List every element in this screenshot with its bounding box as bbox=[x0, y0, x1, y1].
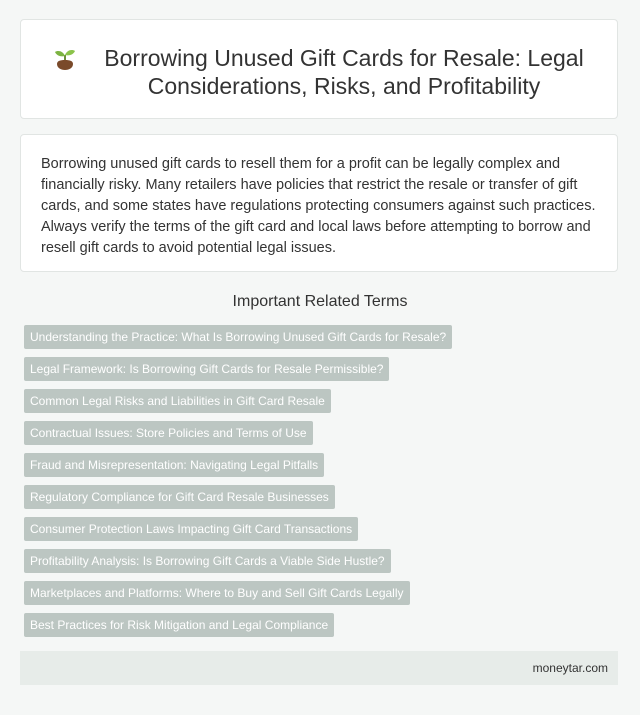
related-term-tag[interactable]: Marketplaces and Platforms: Where to Buy and Sell Gift Cards Legally bbox=[24, 581, 410, 605]
related-term-tag[interactable]: Fraud and Misrepresentation: Navigating Legal Pitfalls bbox=[24, 453, 324, 477]
related-term-tag[interactable]: Regulatory Compliance for Gift Card Resale Businesses bbox=[24, 485, 335, 509]
related-term-tag[interactable]: Common Legal Risks and Liabilities in Gift Card Resale bbox=[24, 389, 331, 413]
related-term-tag[interactable]: Contractual Issues: Store Policies and Terms of Use bbox=[24, 421, 313, 445]
related-term-tag[interactable]: Best Practices for Risk Mitigation and Legal Compliance bbox=[24, 613, 334, 637]
site-name[interactable]: moneytar.com bbox=[532, 661, 608, 675]
related-term-tag[interactable]: Consumer Protection Laws Impacting Gift Card Transactions bbox=[24, 517, 358, 541]
related-term-tag[interactable]: Profitability Analysis: Is Borrowing Gift Cards a Viable Side Hustle? bbox=[24, 549, 391, 573]
related-terms-list bbox=[24, 325, 614, 645]
page-title: Borrowing Unused Gift Cards for Resale: Legal Considerations, Risks, and Profitability bbox=[104, 45, 584, 99]
related-term-tag[interactable]: Legal Framework: Is Borrowing Gift Cards for Resale Permissible? bbox=[24, 357, 389, 381]
sprout-icon bbox=[51, 44, 79, 72]
title-card bbox=[20, 19, 618, 119]
related-term-tag[interactable]: Understanding the Practice: What Is Borrowing Unused Gift Cards for Resale? bbox=[24, 325, 452, 349]
summary-card bbox=[20, 134, 618, 272]
related-terms-heading: Important Related Terms bbox=[232, 293, 408, 310]
summary-text: Borrowing unused gift cards to resell them for a profit can be legally complex and financially risky. Many retailers have policies that restrict the resale or transfer of gift cards, and some states have regulations protecting consumers against such practices. Always verify the terms of the gift card and local laws before attempting to borrow and resell gift cards to avoid potential legal issues. bbox=[41, 156, 596, 256]
footer bbox=[20, 651, 618, 685]
title-row bbox=[51, 44, 591, 100]
